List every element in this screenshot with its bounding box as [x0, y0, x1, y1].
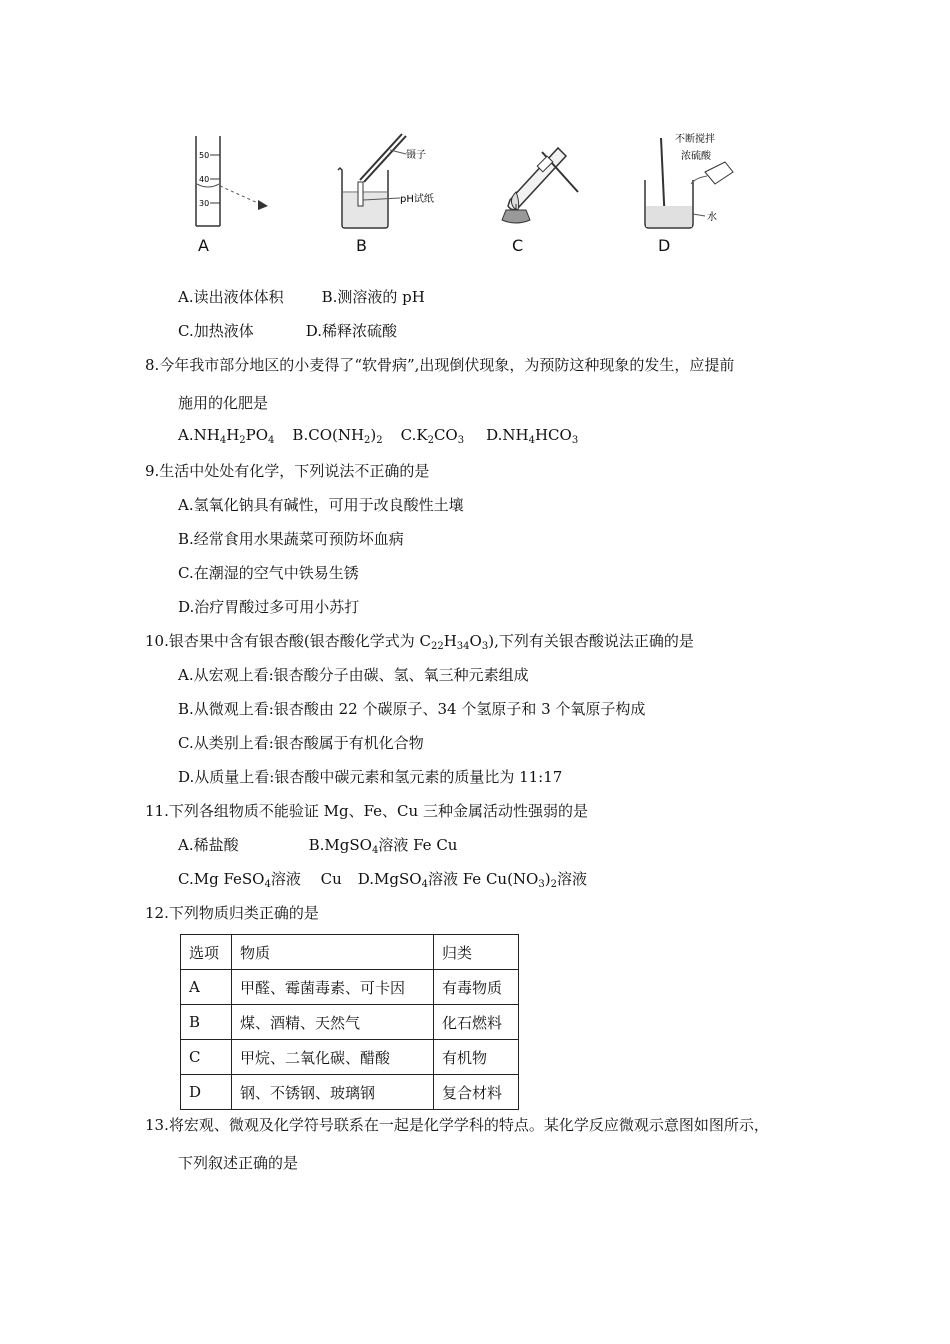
- tick-30: 30: [199, 199, 210, 208]
- q9-option-b: B.经常食用水果蔬菜可预防坏血病: [178, 530, 404, 548]
- table-row: [181, 1040, 519, 1075]
- experiment-figures: [180, 128, 760, 258]
- q13-stem-line2: 下列叙述正确的是: [178, 1154, 299, 1172]
- q8-options: [178, 426, 578, 446]
- q10-option-b: B.从微观上看:银杏酸由 22 个碳原子、34 个氢原子和 3 个氧原子构成: [178, 700, 646, 718]
- stirring-label: 不断搅拌: [675, 134, 715, 145]
- table-cell: 有机物: [434, 1040, 519, 1075]
- table-cell: 化石燃料: [434, 1005, 519, 1040]
- table-cell: C: [181, 1040, 232, 1075]
- q9-option-a: A.氢氧化钠具有碱性，可用于改良酸性土壤: [178, 496, 464, 514]
- figure-b-label: B: [356, 236, 367, 255]
- q7-row2: [178, 320, 397, 341]
- q10-option-a: A.从宏观上看:银杏酸分子由碳、氢、氧三种元素组成: [178, 666, 529, 684]
- table-cell: 煤、酒精、天然气: [232, 1005, 434, 1040]
- q8-option-a: $A.NH_4H_2PO_4$: [178, 426, 275, 446]
- eye-icon: [258, 200, 268, 210]
- q13-stem-line1: 13.将宏观、微观及化学符号联系在一起是化学学科的特点。某化学反应微观示意图如图所示，: [145, 1116, 769, 1134]
- water-label: 水: [707, 212, 717, 223]
- table-cell: 复合材料: [434, 1075, 519, 1110]
- q8-option-c: $C.K_2CO_3$: [400, 426, 465, 446]
- q8-option-d: $D.NH_4HCO_3$: [486, 426, 579, 446]
- table-cell: 钢、不锈钢、玻璃钢: [232, 1075, 434, 1110]
- q7-row1: [178, 286, 425, 307]
- q8-option-b: $B.CO(NH_2)_2$: [292, 426, 383, 446]
- q11-stem: 11.下列各组物质不能验证 Mg、Fe、Cu 三种金属活动性强弱的是: [145, 802, 588, 820]
- table-row: [181, 1075, 519, 1110]
- q8-stem-line2: 施用的化肥是: [178, 394, 269, 412]
- table-cell: 甲醛、霉菌毒素、可卡因: [232, 970, 434, 1005]
- dilution-illustration: [635, 128, 760, 233]
- table-cell: D: [181, 1075, 232, 1110]
- header-option: 选项: [181, 935, 232, 970]
- q7-option-c: C.加热液体: [178, 322, 254, 340]
- q7-option-a: A.读出液体体积: [178, 288, 284, 306]
- q11-option-d: D.MgSO$_4$溶液 Fe $Cu(NO_3)_2$溶液: [357, 870, 587, 890]
- q11-option-a: A.稀盐酸: [178, 836, 239, 854]
- acid-label: 浓硫酸: [681, 151, 711, 162]
- q10-option-c: C.从类别上看:银杏酸属于有机化合物: [178, 734, 424, 752]
- q11-row2: [178, 868, 587, 890]
- q7-option-d: D.稀释浓硫酸: [305, 322, 397, 340]
- figure-a-cylinder-reading: [180, 128, 280, 233]
- table-header-row: [181, 935, 519, 970]
- cylinder-illustration: [180, 128, 280, 233]
- beaker-illustration: [330, 130, 460, 235]
- figure-a-label: A: [198, 236, 209, 255]
- header-category: 归类: [434, 935, 519, 970]
- table-cell: 有毒物质: [434, 970, 519, 1005]
- header-substance: 物质: [232, 935, 434, 970]
- figure-c-label: C: [512, 236, 524, 255]
- heating-illustration: [490, 130, 590, 235]
- tick-50: 50: [199, 151, 210, 160]
- figure-d-dilution: [635, 128, 760, 233]
- table-row: [181, 970, 519, 1005]
- tweezers-label: 镊子: [406, 150, 426, 161]
- table-row: [181, 1005, 519, 1040]
- q10-option-d: D.从质量上看:银杏酸中碳元素和氢元素的质量比为 11:17: [178, 768, 563, 786]
- table-cell: A: [181, 970, 232, 1005]
- tick-40: 40: [199, 175, 210, 184]
- q8-stem-line1: 8.今年我市部分地区的小麦得了“软骨病”,出现倒伏现象，为预防这种现象的发生，应提前: [145, 356, 735, 374]
- q7-option-b: B.测溶液的 pH: [321, 288, 425, 306]
- q11-option-b: B.MgSO$_4$溶液 Fe Cu: [308, 836, 458, 856]
- table-cell: B: [181, 1005, 232, 1040]
- figure-c-heating: [490, 130, 590, 235]
- q9-option-c: C.在潮湿的空气中铁易生锈: [178, 564, 359, 582]
- q11-option-c: C.Mg FeSO$_4$溶液 Cu: [178, 870, 342, 890]
- table-cell: 甲烷、二氧化碳、醋酸: [232, 1040, 434, 1075]
- q9-stem: 9.生活中处处有化学，下列说法不正确的是: [145, 462, 430, 480]
- q9-option-d: D.治疗胃酸过多可用小苏打: [178, 598, 360, 616]
- figure-b-ph-test: [330, 130, 460, 235]
- q12-stem: 12.下列物质归类正确的是: [145, 904, 319, 922]
- figure-d-label: D: [658, 236, 671, 255]
- q12-table: [180, 934, 519, 1110]
- q10-stem: 10.银杏果中含有银杏酸(银杏酸化学式为 $C_{22}H_{34}O_3$),下列有关银杏酸说法正确的是: [145, 632, 694, 652]
- q11-row1: [178, 834, 457, 856]
- ph-paper-label: pH试纸: [400, 194, 434, 205]
